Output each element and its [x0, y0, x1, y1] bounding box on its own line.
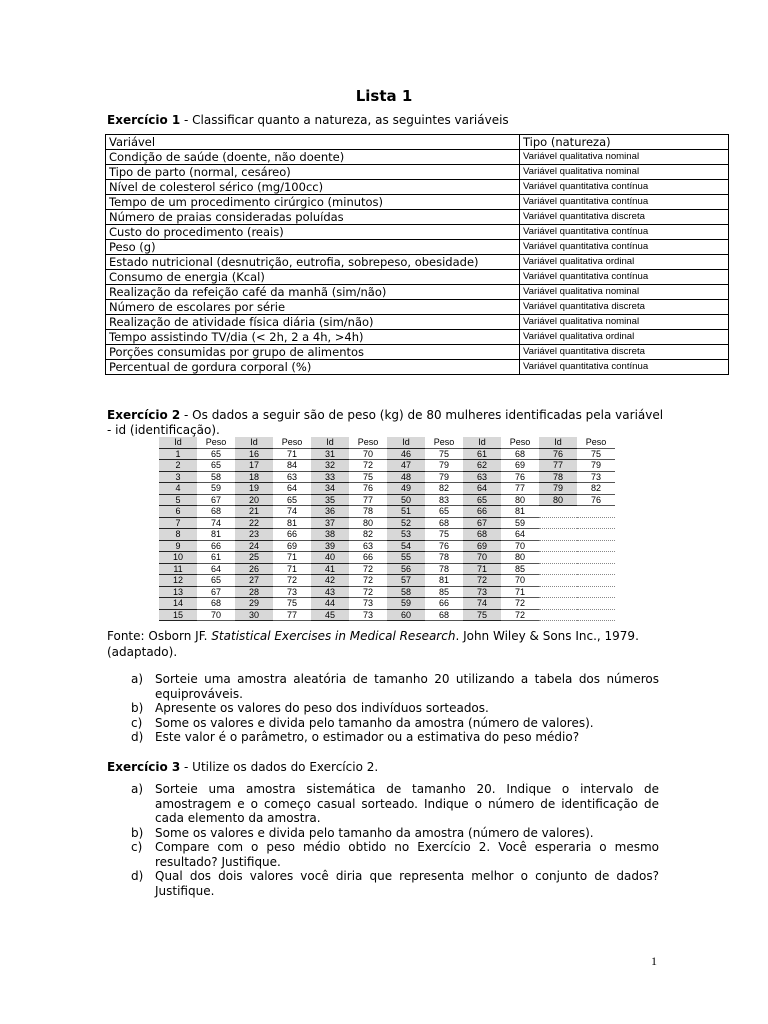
variables-table-row [106, 315, 729, 330]
variable-name: Realização de atividade física diária (sim/não) [106, 315, 520, 330]
cell-id: 4 [159, 483, 197, 495]
cell-id [539, 598, 577, 610]
cell-id: 49 [387, 483, 425, 495]
variables-table-row [106, 330, 729, 345]
cell-peso: 84 [273, 460, 311, 472]
cell-peso: 65 [425, 506, 463, 518]
cell-peso: 68 [197, 598, 235, 610]
weights-table-row [159, 575, 615, 587]
variable-name: Tempo de um procedimento cirúrgico (minutos) [106, 195, 520, 210]
cell-peso [577, 609, 615, 621]
cell-peso [577, 598, 615, 610]
cell-id: 37 [311, 517, 349, 529]
exercise-3-label: Exercício 3 [107, 760, 181, 774]
cell-peso [577, 586, 615, 598]
variable-type: Variável quantitativa discreta [520, 345, 729, 360]
weights-table-row [159, 471, 615, 483]
variables-table-row [106, 270, 729, 285]
variables-table-row [106, 165, 729, 180]
cell-peso: 68 [501, 448, 539, 460]
cell-id: 39 [311, 540, 349, 552]
cell-id: 12 [159, 575, 197, 587]
cell-id: 48 [387, 471, 425, 483]
cell-peso: 67 [197, 586, 235, 598]
cell-id: 80 [539, 494, 577, 506]
variables-table-row [106, 150, 729, 165]
cell-id: 3 [159, 471, 197, 483]
cell-peso: 82 [577, 483, 615, 495]
cell-peso: 71 [501, 586, 539, 598]
cell-id: 5 [159, 494, 197, 506]
variable-name: Peso (g) [106, 240, 520, 255]
cell-id [539, 506, 577, 518]
cell-id: 25 [235, 552, 273, 564]
cell-peso: 66 [425, 598, 463, 610]
cell-id: 58 [387, 586, 425, 598]
question-item [107, 840, 659, 869]
variable-name: Realização da refeição café da manhã (sim/não) [106, 285, 520, 300]
variables-table-row [106, 195, 729, 210]
question-text: Some os valores e divida pelo tamanho da amostra (número de valores). [155, 715, 594, 730]
cell-peso: 64 [197, 563, 235, 575]
cell-peso: 75 [577, 448, 615, 460]
cell-peso: 80 [501, 552, 539, 564]
cell-peso: 69 [273, 540, 311, 552]
variable-name: Condição de saúde (doente, não doente) [106, 150, 520, 165]
cell-peso [577, 563, 615, 575]
question-letter: b) [131, 701, 144, 715]
cell-peso: 68 [197, 506, 235, 518]
exercise-1-text: - Classificar quanto a natureza, as seguintes variáveis [180, 113, 509, 127]
cell-id: 24 [235, 540, 273, 552]
question-text: Compare com o peso médio obtido no Exercício 2. Você esperaria o mesmo resultado? Justifique. [155, 840, 659, 869]
source-citation [107, 628, 667, 660]
variables-table-row [106, 345, 729, 360]
weights-table-row [159, 540, 615, 552]
variable-type: Variável quantitativa contínua [520, 225, 729, 240]
cell-peso: 59 [197, 483, 235, 495]
cell-peso: 72 [349, 460, 387, 472]
cell-peso: 79 [425, 471, 463, 483]
cell-id: 52 [387, 517, 425, 529]
cell-peso: 75 [273, 598, 311, 610]
variables-table-row [106, 180, 729, 195]
cell-peso: 75 [349, 471, 387, 483]
weights-table [159, 437, 615, 621]
cell-id: 46 [387, 448, 425, 460]
cell-id: 63 [463, 471, 501, 483]
cell-id: 21 [235, 506, 273, 518]
question-letter: a) [131, 782, 144, 796]
header-peso: Peso [425, 437, 463, 448]
cell-id: 34 [311, 483, 349, 495]
cell-peso: 79 [425, 460, 463, 472]
cell-peso: 81 [197, 529, 235, 541]
cell-id: 28 [235, 586, 273, 598]
cell-peso: 81 [425, 575, 463, 587]
cell-id: 15 [159, 609, 197, 621]
cell-id: 16 [235, 448, 273, 460]
cell-id: 55 [387, 552, 425, 564]
header-id: Id [311, 437, 349, 448]
cell-peso [577, 517, 615, 529]
source-prefix: Fonte: Osborn JF. [107, 629, 212, 643]
cell-peso [577, 529, 615, 541]
cell-peso: 78 [425, 563, 463, 575]
exercise-2-items [107, 672, 659, 745]
cell-peso: 73 [577, 471, 615, 483]
cell-id: 19 [235, 483, 273, 495]
cell-peso: 81 [501, 506, 539, 518]
page-title: Lista 1 [355, 87, 413, 105]
cell-peso: 81 [273, 517, 311, 529]
cell-id: 47 [387, 460, 425, 472]
cell-id: 59 [387, 598, 425, 610]
header-variavel: Variável [106, 135, 520, 150]
exercise-1-heading [107, 113, 509, 128]
header-id: Id [387, 437, 425, 448]
cell-id: 22 [235, 517, 273, 529]
cell-peso: 72 [501, 598, 539, 610]
cell-id: 14 [159, 598, 197, 610]
cell-peso: 73 [349, 598, 387, 610]
cell-id: 7 [159, 517, 197, 529]
cell-peso: 72 [349, 575, 387, 587]
weights-table-row [159, 529, 615, 541]
question-item [107, 826, 659, 841]
header-id: Id [539, 437, 577, 448]
cell-id [539, 517, 577, 529]
page-number: 1 [651, 954, 657, 968]
cell-peso: 61 [197, 552, 235, 564]
cell-id: 33 [311, 471, 349, 483]
cell-id: 56 [387, 563, 425, 575]
variable-type: Variável qualitativa nominal [520, 165, 729, 180]
question-letter: c) [131, 840, 143, 854]
cell-id [539, 586, 577, 598]
cell-id: 30 [235, 609, 273, 621]
header-id: Id [463, 437, 501, 448]
variable-name: Número de escolares por série [106, 300, 520, 315]
cell-peso: 65 [197, 448, 235, 460]
cell-id: 2 [159, 460, 197, 472]
variable-type: Variável qualitativa ordinal [520, 255, 729, 270]
cell-id [539, 529, 577, 541]
source-title: Statistical Exercises in Medical Research [211, 629, 456, 643]
variable-type: Variável quantitativa discreta [520, 300, 729, 315]
cell-id [539, 609, 577, 621]
cell-id: 35 [311, 494, 349, 506]
cell-id: 53 [387, 529, 425, 541]
cell-id: 76 [539, 448, 577, 460]
cell-peso: 65 [197, 575, 235, 587]
cell-peso: 64 [273, 483, 311, 495]
variable-name: Tipo de parto (normal, cesáreo) [106, 165, 520, 180]
question-text: Sorteie uma amostra sistemática de tamanho 20. Indique o intervalo de amostragem e o começo casual sorteado. Indique o número de identificação de cada elemento da amostra. [155, 782, 659, 825]
cell-peso: 58 [197, 471, 235, 483]
weights-table-row [159, 563, 615, 575]
cell-peso [577, 540, 615, 552]
source-suffix: . John Wiley & Sons Inc., 1979. (adaptado). [107, 629, 639, 659]
cell-peso: 77 [273, 609, 311, 621]
cell-id: 11 [159, 563, 197, 575]
exercise-2-text: - Os dados a seguir são de peso (kg) de 80 mulheres identificadas pela variável - id (identificação). [107, 408, 664, 437]
variable-name: Custo do procedimento (reais) [106, 225, 520, 240]
cell-peso: 76 [501, 471, 539, 483]
header-id: Id [235, 437, 273, 448]
cell-id [539, 575, 577, 587]
cell-id: 45 [311, 609, 349, 621]
variable-type: Variável quantitativa contínua [520, 195, 729, 210]
cell-id: 57 [387, 575, 425, 587]
exercise-3-heading [107, 760, 378, 775]
cell-id: 65 [463, 494, 501, 506]
cell-id: 20 [235, 494, 273, 506]
cell-id: 42 [311, 575, 349, 587]
variables-table-row [106, 285, 729, 300]
variables-table [105, 134, 729, 375]
cell-peso: 68 [425, 609, 463, 621]
weights-table-row [159, 517, 615, 529]
variable-type: Variável quantitativa contínua [520, 240, 729, 255]
cell-id: 36 [311, 506, 349, 518]
cell-peso: 70 [349, 448, 387, 460]
question-item [107, 869, 659, 898]
cell-peso: 69 [501, 460, 539, 472]
cell-id: 41 [311, 563, 349, 575]
cell-peso: 66 [273, 529, 311, 541]
variable-type: Variável qualitativa nominal [520, 315, 729, 330]
variables-table-row [106, 255, 729, 270]
cell-id: 70 [463, 552, 501, 564]
cell-id: 6 [159, 506, 197, 518]
variables-table-header [106, 135, 729, 150]
cell-id: 29 [235, 598, 273, 610]
question-text: Apresente os valores do peso dos indivíduos sorteados. [155, 701, 489, 715]
cell-id: 69 [463, 540, 501, 552]
header-tipo: Tipo (natureza) [520, 135, 729, 150]
cell-id: 27 [235, 575, 273, 587]
cell-peso: 63 [349, 540, 387, 552]
cell-id: 51 [387, 506, 425, 518]
question-text: Sorteie uma amostra aleatória de tamanho 20 utilizando a tabela dos números equiprováveis. [155, 672, 659, 701]
cell-peso: 73 [273, 586, 311, 598]
cell-id: 64 [463, 483, 501, 495]
cell-peso: 71 [273, 563, 311, 575]
variables-table-row [106, 240, 729, 255]
cell-id [539, 552, 577, 564]
cell-id: 54 [387, 540, 425, 552]
cell-id: 71 [463, 563, 501, 575]
variable-type: Variável qualitativa nominal [520, 150, 729, 165]
cell-peso: 70 [197, 609, 235, 621]
cell-peso: 70 [501, 540, 539, 552]
cell-id: 13 [159, 586, 197, 598]
variable-type: Variável quantitativa contínua [520, 270, 729, 285]
cell-peso: 85 [501, 563, 539, 575]
cell-peso: 75 [425, 448, 463, 460]
question-letter: b) [131, 825, 144, 840]
cell-id: 67 [463, 517, 501, 529]
header-peso: Peso [273, 437, 311, 448]
cell-peso: 83 [425, 494, 463, 506]
cell-peso: 63 [273, 471, 311, 483]
cell-peso: 78 [349, 506, 387, 518]
cell-id: 66 [463, 506, 501, 518]
question-text: Some os valores e divida pelo tamanho da amostra (número de valores). [155, 825, 594, 840]
cell-id: 32 [311, 460, 349, 472]
cell-peso: 74 [197, 517, 235, 529]
cell-id: 68 [463, 529, 501, 541]
variable-name: Porções consumidas por grupo de alimentos [106, 345, 520, 360]
question-item [107, 730, 659, 745]
variables-table-row [106, 360, 729, 375]
cell-peso: 59 [501, 517, 539, 529]
weights-table-row [159, 494, 615, 506]
header-peso: Peso [577, 437, 615, 448]
variables-table-row [106, 300, 729, 315]
weights-table-row [159, 552, 615, 564]
cell-peso: 70 [501, 575, 539, 587]
header-id: Id [159, 437, 197, 448]
cell-peso: 79 [577, 460, 615, 472]
cell-peso: 72 [349, 563, 387, 575]
variable-name: Número de praias consideradas poluídas [106, 210, 520, 225]
variable-name: Estado nutricional (desnutrição, eutrofia, sobrepeso, obesidade) [106, 255, 520, 270]
cell-peso: 78 [425, 552, 463, 564]
cell-peso [577, 575, 615, 587]
cell-peso: 67 [197, 494, 235, 506]
cell-id: 60 [387, 609, 425, 621]
weights-table-row [159, 586, 615, 598]
header-peso: Peso [349, 437, 387, 448]
question-letter: a) [131, 672, 144, 686]
question-letter: c) [131, 715, 143, 730]
cell-peso: 80 [501, 494, 539, 506]
cell-peso: 77 [501, 483, 539, 495]
question-text: Qual dos dois valores você diria que representa melhor o conjunto de dados? Justifique. [155, 869, 659, 898]
question-item [107, 701, 659, 716]
cell-id: 74 [463, 598, 501, 610]
exercise-3-items [107, 782, 659, 898]
cell-peso: 66 [349, 552, 387, 564]
cell-peso: 76 [425, 540, 463, 552]
variable-name: Consumo de energia (Kcal) [106, 270, 520, 285]
cell-id: 38 [311, 529, 349, 541]
question-letter: d) [131, 869, 144, 883]
cell-peso: 76 [349, 483, 387, 495]
cell-id: 79 [539, 483, 577, 495]
variable-type: Variável quantitativa contínua [520, 180, 729, 195]
cell-peso: 65 [197, 460, 235, 472]
cell-id: 75 [463, 609, 501, 621]
cell-id [539, 563, 577, 575]
cell-peso: 71 [273, 552, 311, 564]
question-letter: d) [131, 730, 144, 744]
cell-peso: 72 [501, 609, 539, 621]
cell-peso: 68 [425, 517, 463, 529]
variable-type: Variável qualitativa nominal [520, 285, 729, 300]
cell-peso: 72 [273, 575, 311, 587]
cell-id: 77 [539, 460, 577, 472]
weights-table-header [159, 437, 615, 448]
cell-id: 17 [235, 460, 273, 472]
cell-id: 31 [311, 448, 349, 460]
variable-type: Variável quantitativa discreta [520, 210, 729, 225]
variable-type: Variável qualitativa ordinal [520, 330, 729, 345]
cell-id: 26 [235, 563, 273, 575]
cell-peso: 82 [349, 529, 387, 541]
cell-peso: 76 [577, 494, 615, 506]
variable-type: Variável quantitativa contínua [520, 360, 729, 375]
cell-id: 44 [311, 598, 349, 610]
cell-peso: 75 [425, 529, 463, 541]
cell-id: 61 [463, 448, 501, 460]
weights-table-row [159, 460, 615, 472]
cell-peso [577, 506, 615, 518]
weights-table-row [159, 609, 615, 621]
cell-id: 8 [159, 529, 197, 541]
cell-id: 9 [159, 540, 197, 552]
cell-id: 23 [235, 529, 273, 541]
cell-peso: 71 [273, 448, 311, 460]
question-item [107, 716, 659, 731]
exercise-2-label: Exercício 2 [107, 408, 181, 422]
cell-id: 73 [463, 586, 501, 598]
cell-id: 50 [387, 494, 425, 506]
header-peso: Peso [501, 437, 539, 448]
exercise-1-label: Exercício 1 [107, 113, 181, 127]
exercise-3-text: - Utilize os dados do Exercício 2. [180, 760, 379, 774]
variables-table-row [106, 225, 729, 240]
cell-peso: 85 [425, 586, 463, 598]
exercise-2-heading [107, 408, 667, 438]
variable-name: Percentual de gordura corporal (%) [106, 360, 520, 375]
cell-id [539, 540, 577, 552]
cell-peso: 80 [349, 517, 387, 529]
cell-id: 40 [311, 552, 349, 564]
cell-id: 1 [159, 448, 197, 460]
question-item [107, 782, 659, 826]
variable-name: Tempo assistindo TV/dia (< 2h, 2 a 4h, >4h) [106, 330, 520, 345]
weights-table-row [159, 448, 615, 460]
cell-peso: 73 [349, 609, 387, 621]
cell-id: 10 [159, 552, 197, 564]
question-text: Este valor é o parâmetro, o estimador ou a estimativa do peso médio? [155, 730, 580, 744]
weights-table-row [159, 483, 615, 495]
cell-peso: 82 [425, 483, 463, 495]
cell-peso: 64 [501, 529, 539, 541]
cell-peso: 65 [273, 494, 311, 506]
cell-id: 72 [463, 575, 501, 587]
cell-peso: 66 [197, 540, 235, 552]
cell-id: 62 [463, 460, 501, 472]
cell-id: 18 [235, 471, 273, 483]
cell-peso: 72 [349, 586, 387, 598]
header-peso: Peso [197, 437, 235, 448]
cell-id: 43 [311, 586, 349, 598]
variable-name: Nível de colesterol sérico (mg/100cc) [106, 180, 520, 195]
cell-peso: 77 [349, 494, 387, 506]
question-item [107, 672, 659, 701]
variables-table-row [106, 210, 729, 225]
cell-peso: 74 [273, 506, 311, 518]
cell-id: 78 [539, 471, 577, 483]
weights-table-row [159, 506, 615, 518]
cell-peso [577, 552, 615, 564]
weights-table-row [159, 598, 615, 610]
